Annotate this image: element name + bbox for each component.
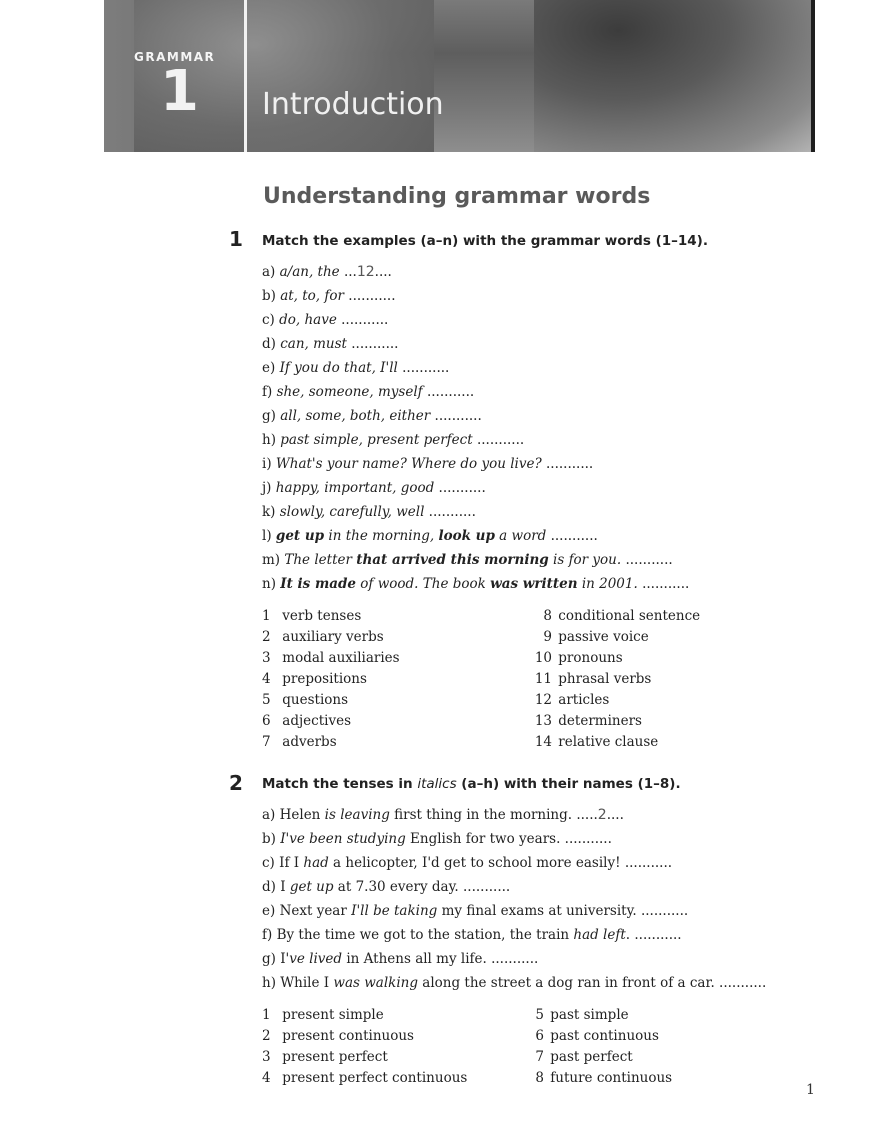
exercise-item (262, 404, 782, 428)
item-text: happy, important, good (275, 480, 435, 496)
exercise-item (262, 524, 782, 548)
item-text: look up (438, 528, 495, 544)
option-label: present continuous (278, 1028, 414, 1044)
item-text: is leaving (324, 807, 390, 823)
item-text: my final exams at university. ........... (437, 903, 689, 919)
exercise-2-options-left (262, 1005, 467, 1089)
item-text: I've been studying (280, 831, 406, 847)
item-text: 've lived (285, 951, 343, 967)
option-item (520, 1047, 672, 1068)
item-text: ........... (424, 504, 476, 520)
exercise-item (262, 548, 782, 572)
item-letter: a) (262, 807, 280, 823)
item-text: past simple, present perfect (280, 432, 473, 448)
banner-divider (244, 0, 247, 152)
exercise-1-items (262, 260, 782, 596)
page-number: 1 (806, 1082, 815, 1098)
item-text: slowly, carefully, well (279, 504, 425, 520)
item-text: Helen (279, 807, 325, 823)
item-text: ........... (343, 288, 396, 304)
option-number: 1 (262, 608, 271, 624)
item-letter: i) (262, 456, 276, 472)
exercise-item (262, 971, 782, 995)
item-text: While I (280, 975, 334, 991)
item-letter: m) (262, 552, 285, 568)
option-number: 7 (535, 1049, 544, 1065)
option-item (528, 711, 700, 732)
exercise-item (262, 284, 782, 308)
option-number: 1 (262, 1007, 271, 1023)
item-text: . ........... (625, 927, 682, 943)
exercise-item (262, 803, 782, 827)
option-label: adjectives (278, 713, 352, 729)
option-label: pronouns (554, 650, 623, 666)
option-number: 4 (262, 1070, 271, 1086)
option-label: verb tenses (278, 608, 362, 624)
option-label: determiners (554, 713, 642, 729)
item-text: in Athens all my life. ........... (342, 951, 539, 967)
item-text: Next year (279, 903, 352, 919)
item-text: she, someone, myself (276, 384, 423, 400)
option-label: present perfect continuous (278, 1070, 468, 1086)
exercise-item (262, 875, 782, 899)
item-letter: h) (262, 432, 281, 448)
exercise-item (262, 356, 782, 380)
option-label: prepositions (278, 671, 367, 687)
option-item (528, 606, 700, 627)
option-item (262, 1026, 467, 1047)
option-number: 2 (262, 1028, 271, 1044)
item-text: ........... (637, 576, 690, 592)
exercise-item (262, 332, 782, 356)
option-item (528, 732, 700, 753)
option-item (520, 1005, 672, 1026)
item-letter: f) (262, 384, 277, 400)
item-letter: g) (262, 951, 281, 967)
item-text: English for two years. ........... (405, 831, 612, 847)
item-text: was written (490, 576, 578, 592)
option-label: questions (278, 692, 349, 708)
item-letter: k) (262, 504, 280, 520)
item-text: ........... (397, 360, 450, 376)
option-label: relative clause (554, 734, 659, 750)
exercise-item (262, 308, 782, 332)
option-number: 14 (534, 734, 552, 750)
item-text: along the street a dog ran in front of a car. ........... (417, 975, 767, 991)
exercise-1-number: 1 (229, 227, 243, 251)
item-text: get up (275, 528, 325, 544)
option-number: 7 (262, 734, 271, 750)
item-text: in 2001. (577, 576, 638, 592)
option-number: 2 (262, 629, 271, 645)
item-text: ........... (346, 336, 399, 352)
banner-edge (811, 0, 815, 152)
item-letter: e) (262, 903, 280, 919)
option-label: modal auxiliaries (278, 650, 400, 666)
item-text: If I (279, 855, 304, 871)
option-item (262, 711, 400, 732)
exercise-1-options-right (528, 606, 700, 753)
item-text: ........... (472, 432, 525, 448)
item-text: in the morning, (324, 528, 439, 544)
item-text: By the time we got to the station, the train (276, 927, 574, 943)
section-heading: Understanding grammar words (263, 184, 651, 209)
exercise-2-options-right (520, 1005, 672, 1089)
item-text: .... (606, 807, 624, 823)
item-text: ........... (430, 408, 482, 424)
item-letter: l) (262, 528, 276, 544)
item-text: do, have (279, 312, 337, 328)
item-text: I (280, 951, 286, 967)
option-item (262, 732, 400, 753)
exercise-item (262, 380, 782, 404)
option-item (262, 1005, 467, 1026)
option-item (520, 1026, 672, 1047)
exercise-1-instruction: Match the examples (a–n) with the grammar words (1–14). (262, 233, 708, 249)
item-text: ........... (434, 480, 486, 496)
option-item (262, 1047, 467, 1068)
item-text: ........... (336, 312, 389, 328)
option-item (520, 1068, 672, 1089)
option-label: present perfect (278, 1049, 388, 1065)
item-text: a helicopter, I'd get to school more easily! ........... (328, 855, 673, 871)
item-text: It is made (280, 576, 357, 592)
option-item (528, 627, 700, 648)
option-item (528, 648, 700, 669)
option-label: phrasal verbs (554, 671, 652, 687)
exercise-item (262, 572, 782, 596)
option-label: auxiliary verbs (278, 629, 384, 645)
item-text: I (280, 879, 290, 895)
item-text: had (303, 855, 329, 871)
banner-photo-student-right (534, 0, 815, 152)
exercise-2-instruction-end: (a–h) with their names (1–8). (456, 776, 681, 792)
option-number: 11 (534, 671, 552, 687)
option-number: 8 (543, 608, 552, 624)
option-number: 5 (535, 1007, 544, 1023)
item-text: can, must (280, 336, 347, 352)
item-text: was walking (333, 975, 418, 991)
option-number: 9 (543, 629, 552, 645)
option-label: future continuous (546, 1070, 673, 1086)
item-letter: g) (262, 408, 281, 424)
item-letter: d) (262, 879, 281, 895)
item-letter: h) (262, 975, 281, 991)
option-item (262, 690, 400, 711)
exercise-2-instruction-start: Match the tenses in (262, 776, 418, 792)
exercise-item (262, 851, 782, 875)
item-text: at, to, for (280, 288, 344, 304)
option-label: adverbs (278, 734, 337, 750)
item-letter: f) (262, 927, 277, 943)
item-text: all, some, both, either (280, 408, 431, 424)
exercise-2-number: 2 (229, 771, 243, 795)
exercise-item (262, 947, 782, 971)
option-number: 3 (262, 1049, 271, 1065)
option-number: 3 (262, 650, 271, 666)
option-label: present simple (278, 1007, 384, 1023)
option-label: past perfect (546, 1049, 633, 1065)
handwritten-answer: 2 (597, 807, 607, 823)
item-letter: a) (262, 264, 280, 280)
exercise-item (262, 923, 782, 947)
item-text: I'll be taking (351, 903, 438, 919)
item-letter: d) (262, 336, 281, 352)
exercise-2-instruction (262, 776, 681, 792)
exercise-item (262, 476, 782, 500)
item-text: ........... (541, 456, 594, 472)
item-letter: b) (262, 831, 281, 847)
item-letter: c) (262, 855, 280, 871)
option-number: 5 (262, 692, 271, 708)
grammar-category-label: GRAMMAR (134, 50, 216, 64)
exercise-item (262, 500, 782, 524)
exercise-item (262, 428, 782, 452)
option-label: articles (554, 692, 610, 708)
option-item (262, 627, 400, 648)
option-label: conditional sentence (554, 608, 701, 624)
exercise-2-items (262, 803, 782, 995)
item-text: first thing in the morning. ..... (389, 807, 598, 823)
item-text: a/an, the (279, 264, 340, 280)
item-text: If you do that, I'll (279, 360, 398, 376)
item-text: ... (339, 264, 357, 280)
item-text: What's your name? Where do you live? (275, 456, 542, 472)
option-label: past simple (546, 1007, 629, 1023)
option-number: 12 (534, 692, 552, 708)
option-item (262, 648, 400, 669)
exercise-item (262, 452, 782, 476)
option-number: 6 (535, 1028, 544, 1044)
option-number: 13 (534, 713, 552, 729)
option-number: 6 (262, 713, 271, 729)
option-item (262, 606, 400, 627)
option-number: 8 (535, 1070, 544, 1086)
item-text: that arrived this morning (356, 552, 549, 568)
exercise-item (262, 899, 782, 923)
option-item (262, 669, 400, 690)
item-text: ........... (422, 384, 475, 400)
unit-title: Introduction (262, 87, 444, 122)
option-number: 10 (534, 650, 552, 666)
option-number: 4 (262, 671, 271, 687)
exercise-1-options-left (262, 606, 400, 753)
option-label: past continuous (546, 1028, 659, 1044)
item-letter: b) (262, 288, 281, 304)
option-item (528, 669, 700, 690)
item-text: at 7.30 every day. ........... (333, 879, 511, 895)
handwritten-answer: 12 (356, 264, 375, 280)
item-text: .... (374, 264, 392, 280)
item-text: had left (573, 927, 626, 943)
item-text: get up (289, 879, 334, 895)
item-text: a word (494, 528, 547, 544)
header-banner (104, 0, 815, 152)
item-letter: n) (262, 576, 281, 592)
item-text: ........... (621, 552, 673, 568)
item-letter: j) (262, 480, 276, 496)
item-letter: e) (262, 360, 280, 376)
unit-number: 1 (160, 59, 199, 124)
item-letter: c) (262, 312, 280, 328)
exercise-item (262, 260, 782, 284)
item-text: is for you. (548, 552, 622, 568)
option-item (262, 1068, 467, 1089)
option-label: passive voice (554, 629, 649, 645)
item-text: of wood. The book (356, 576, 491, 592)
item-text: ........... (546, 528, 598, 544)
option-item (528, 690, 700, 711)
item-text: The letter (284, 552, 357, 568)
exercise-item (262, 827, 782, 851)
exercise-2-instruction-italics: italics (417, 776, 457, 792)
